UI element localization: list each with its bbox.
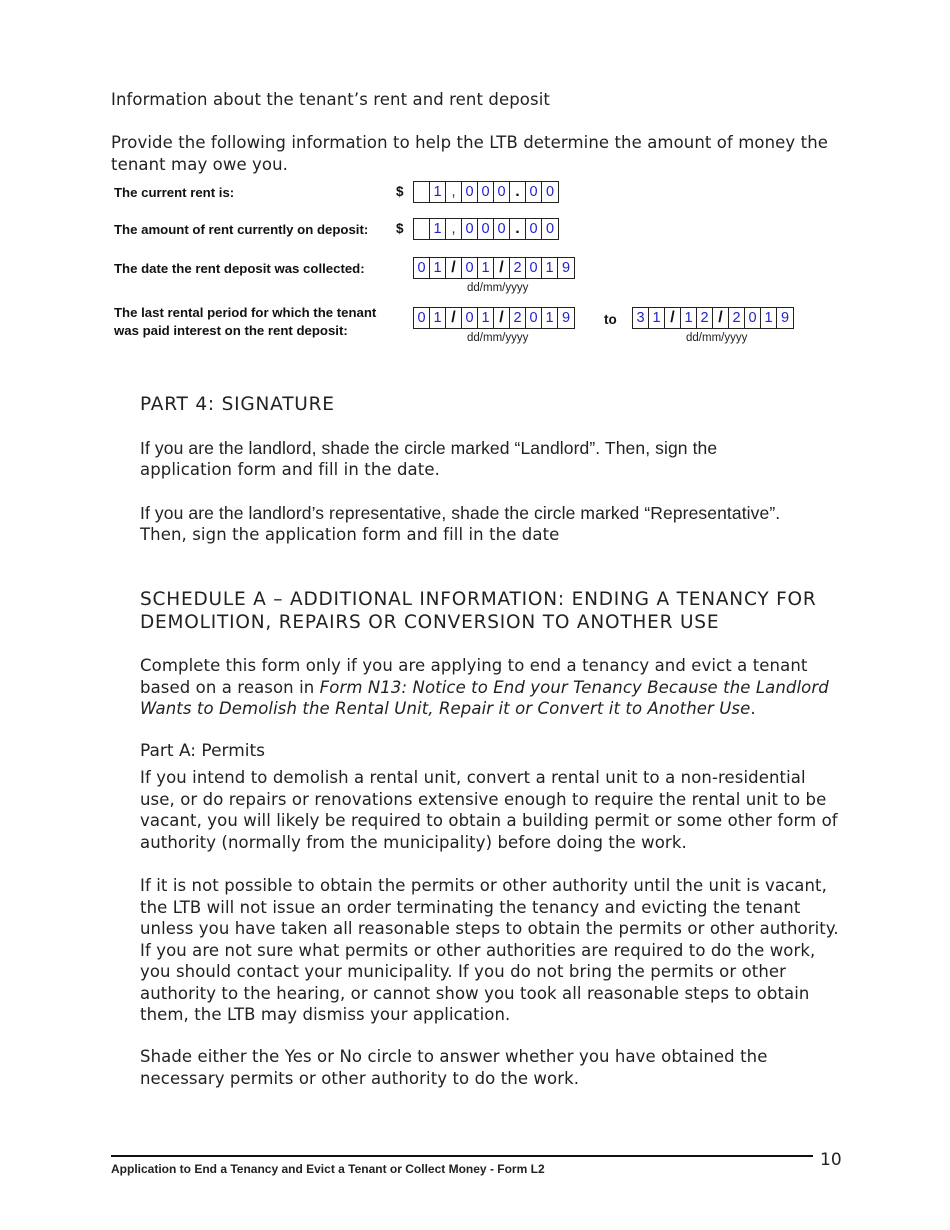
- interest-to-date-field[interactable]: [632, 307, 794, 329]
- interest-period-label-line2: was paid interest on the rent deposit:: [114, 323, 348, 338]
- footer-rule: [111, 1155, 813, 1157]
- digit-box: 1: [430, 308, 446, 328]
- page-number: 10: [820, 1150, 842, 1170]
- deposit-date-format: dd/mm/yyyy: [467, 282, 529, 294]
- digit-box: 2: [510, 258, 526, 278]
- digit-box: 0: [478, 182, 494, 202]
- part4-rep-line1: If you are the landlord’s representative, shade the circle marked “Representative”.: [140, 503, 781, 523]
- digit-box: 0: [494, 219, 510, 239]
- part-a-para3: Shade either the Yes or No circle to answer whether you have obtained the necessary permits or other authority to do the work.: [140, 1047, 768, 1088]
- rent-section-title: Information about the tenant’s rent and rent deposit: [111, 90, 550, 109]
- digit-box: 0: [545, 184, 555, 200]
- digit-box: 0: [526, 219, 542, 239]
- complete-line2-prefix: based on a reason in: [140, 678, 320, 697]
- digit-box: 1: [542, 258, 558, 278]
- digit-box: 0: [462, 308, 478, 328]
- schedule-a-heading-line2: DEMOLITION, REPAIRS OR CONVERSION TO ANOTHER USE: [140, 612, 720, 633]
- form-n13-title-part1: Form N13: Notice to End your Tenancy Because the Landlord: [319, 678, 829, 697]
- interest-from-date-field[interactable]: [413, 307, 575, 329]
- deposit-field[interactable]: [413, 218, 559, 240]
- schedule-a-complete-line3: [140, 698, 756, 720]
- digit-box: 0: [414, 308, 430, 328]
- digit-box: 9: [561, 310, 571, 326]
- digit-box: 0: [526, 182, 542, 202]
- part-a-para1: If you intend to demolish a rental unit, convert a rental unit to a non-residential use, or do repairs or renovations extensive enough to require the rental unit to be vacant, you will likely be required to obtain a building permit or some other form of authority (normally from the municipality) before doing the work.: [140, 768, 838, 852]
- digit-box: 2: [729, 308, 745, 328]
- digit-box: 2: [697, 308, 713, 328]
- current-rent-field[interactable]: [413, 181, 559, 203]
- digit-box: 1: [430, 258, 446, 278]
- digit-box: 2: [510, 308, 526, 328]
- rent-section-intro: Provide the following information to help the LTB determine the amount of money the tenant may owe you.: [111, 133, 829, 174]
- digit-box: [414, 219, 430, 239]
- digit-box: 0: [462, 258, 478, 278]
- part4-rep-line2: Then, sign the application form and fill in the date: [140, 525, 560, 544]
- complete-line3-end: .: [750, 699, 756, 718]
- interest-to-date-format: dd/mm/yyyy: [686, 332, 748, 344]
- digit-box: 1: [478, 308, 494, 328]
- digit-box: 9: [780, 310, 790, 326]
- digit-box: /: [494, 308, 510, 328]
- digit-box: 1: [542, 308, 558, 328]
- form-n13-title-part2: Wants to Demolish the Rental Unit, Repair it or Convert it to Another Use: [140, 699, 751, 718]
- digit-box: 1: [430, 219, 446, 239]
- digit-box: 0: [462, 182, 478, 202]
- part4-heading: PART 4: SIGNATURE: [140, 394, 335, 415]
- digit-box: 1: [478, 258, 494, 278]
- digit-box: ,: [446, 182, 462, 202]
- part-a-heading: Part A: Permits: [140, 741, 266, 761]
- digit-box: 1: [430, 182, 446, 202]
- part-a-para2: If it is not possible to obtain the permits or other authority until the unit is vacant, the LTB will not issue an order terminating the tenancy and evicting the tenant unless you have taken all reasonable steps to obtain the permits or other authority. If you are not sure what permits or other authorities are required to do the work, you should contact your municipality. If you do not bring the permits or other authority to the hearing, or cannot show you took all reasonable steps to obtain them, the LTB may dismiss your application.: [140, 876, 839, 1024]
- digit-box: 0: [478, 219, 494, 239]
- digit-box: /: [494, 258, 510, 278]
- digit-box: 0: [526, 308, 542, 328]
- to-label: to: [604, 312, 617, 327]
- deposit-currency: $: [396, 221, 404, 236]
- digit-box: /: [713, 308, 729, 328]
- deposit-label: The amount of rent currently on deposit:: [114, 222, 369, 237]
- interest-period-label-line1: The last rental period for which the tenant: [114, 305, 377, 320]
- schedule-a-complete-line2: [140, 677, 829, 699]
- digit-box: 1: [649, 308, 665, 328]
- digit-box: /: [446, 308, 462, 328]
- digit-box: 0: [462, 219, 478, 239]
- footer-form-title: Application to End a Tenancy and Evict a Tenant or Collect Money - Form L2: [111, 1162, 545, 1176]
- deposit-date-label: The date the rent deposit was collected:: [114, 261, 365, 276]
- digit-box: 1: [681, 308, 697, 328]
- digit-box: ,: [446, 219, 462, 239]
- digit-box: /: [446, 258, 462, 278]
- digit-box: 0: [494, 182, 510, 202]
- digit-box: 0: [414, 258, 430, 278]
- digit-box: [414, 182, 430, 202]
- interest-from-date-format: dd/mm/yyyy: [467, 332, 529, 344]
- part4-landlord-line2: application form and fill in the date.: [140, 460, 440, 479]
- part4-landlord-line1: If you are the landlord, shade the circle marked “Landlord”. Then, sign the: [140, 438, 718, 458]
- deposit-date-field[interactable]: [413, 257, 575, 279]
- current-rent-currency: $: [396, 184, 404, 199]
- digit-box: .: [510, 182, 526, 202]
- digit-box: 1: [761, 308, 777, 328]
- digit-box: .: [510, 219, 526, 239]
- digit-box: 3: [633, 308, 649, 328]
- digit-box: /: [665, 308, 681, 328]
- current-rent-label: The current rent is:: [114, 185, 235, 200]
- digit-box: 0: [526, 258, 542, 278]
- digit-box: 9: [561, 260, 571, 276]
- schedule-a-complete-line1: Complete this form only if you are applying to end a tenancy and evict a tenant: [140, 656, 808, 675]
- digit-box: 0: [545, 221, 555, 237]
- digit-box: 0: [745, 308, 761, 328]
- schedule-a-heading-line1: SCHEDULE A – ADDITIONAL INFORMATION: ENDING A TENANCY FOR: [140, 589, 817, 610]
